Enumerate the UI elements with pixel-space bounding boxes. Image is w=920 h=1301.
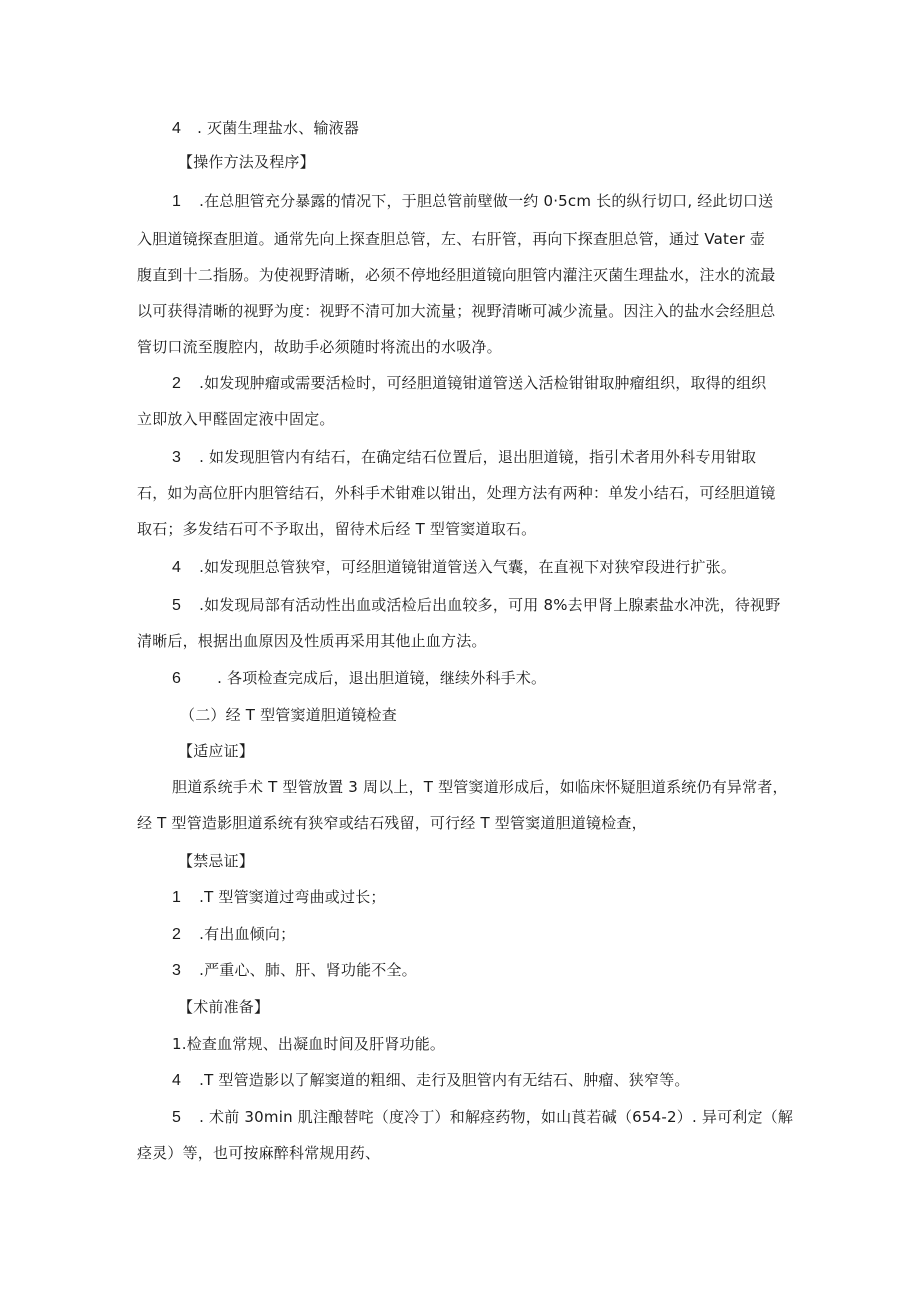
paragraph-line: 1.检查血常规、出凝血时间及肝肾功能。 [172, 1035, 446, 1053]
paragraph-line: 经 T 型管造影胆道系统有狭窄或结石残留，可行经 T 型管窦道胆道镜检查， [137, 814, 647, 832]
item-number: 3 [172, 449, 182, 466]
item-number: 4 [172, 120, 182, 137]
list-item [172, 595, 780, 616]
paragraph-line: 腹直到十二指肠。为使视野清晰，必须不停地经胆道镜向胆管内灌注灭菌生理盐水，注水的流最 [137, 266, 776, 284]
item-number: 5 [172, 597, 182, 614]
list-item [172, 557, 736, 578]
list-item [172, 924, 295, 945]
item-text: .T 型管窦道过弯曲或过长； [199, 888, 386, 906]
item-text: .如发现胆总管狭窄，可经胆道镜钳道管送入气囊，在直视下对狭窄段进行扩张。 [199, 558, 737, 576]
item-number: 4 [172, 559, 182, 576]
item-number: 1 [172, 193, 182, 210]
list-item [172, 1070, 690, 1091]
list-item [172, 447, 756, 468]
section-heading-contraindication: 【禁忌证】 [178, 852, 255, 870]
section-heading-preparation: 【术前准备】 [178, 998, 270, 1016]
paragraph-line: 以可获得清晰的视野为度：视野不清可加大流量；视野清晰可减少流量。因注入的盐水会经胆总 [137, 302, 776, 320]
item-number: 2 [172, 375, 182, 392]
item-text: . 灭菌生理盐水、输液器 [197, 119, 360, 137]
paragraph-line: 管切口流至腹腔内，故助手必须随时将流出的水吸净。 [137, 338, 502, 356]
paragraph-line: 石，如为高位肝内胆管结石，外科手术钳难以钳出，处理方法有两种：单发小结石，可经胆道镜 [137, 484, 776, 502]
paragraph-line: 入胆道镜探查胆道。通常先向上探查胆总管，左、右肝管，再向下探查胆总管，通过 Vater 壶 [137, 230, 766, 248]
item-number: 3 [172, 962, 182, 979]
item-text: .如发现局部有活动性出血或活检后出血较多，可用 8%去甲肾上腺素盐水冲洗，待视野 [199, 596, 781, 614]
item-number: 4 [172, 1072, 182, 1089]
section-heading-method: 【操作方法及程序】 [178, 153, 315, 171]
item-number: 6 [172, 670, 182, 687]
paragraph-line: 取石；多发结石可不予取出，留待术后经 T 型管窦道取石。 [137, 520, 537, 538]
paragraph-line: 痉灵）等，也可按麻醉科常规用药、 [137, 1144, 381, 1162]
paragraph-line: 胆道系统手术 T 型管放置 3 周以上，T 型管窦道形成后，如临床怀疑胆道系统仍有异常者， [172, 778, 788, 796]
list-item [172, 1107, 793, 1128]
list-item [172, 668, 546, 689]
item-number: 1 [172, 889, 182, 906]
item-number: 2 [172, 926, 182, 943]
list-item [172, 118, 359, 139]
item-text: .如发现肿瘤或需要活检时，可经胆道镜钳道管送入活检钳钳取肿瘤组织，取得的组织 [199, 374, 767, 392]
list-item [172, 887, 386, 908]
list-item [172, 960, 417, 981]
item-number: 5 [172, 1109, 182, 1126]
item-text: . 如发现胆管内有结石，在确定结石位置后，退出胆道镜，指引术者用外科专用钳取 [199, 448, 757, 466]
list-item [172, 373, 766, 394]
paragraph-line: 立即放入甲醛固定液中固定。 [137, 410, 335, 428]
item-text: .有出血倾向； [199, 925, 296, 943]
item-text: .在总胆管充分暴露的情况下，于胆总管前壁做一约 0·5cm 长的纵行切口, 经此切口送 [199, 192, 774, 210]
section-heading-indication: 【适应证】 [178, 742, 255, 760]
item-text: . 各项检查完成后，退出胆道镜，继续外科手术。 [217, 669, 547, 687]
list-item [172, 191, 773, 212]
paragraph-line: 清晰后，根据出血原因及性质再采用其他止血方法。 [137, 632, 487, 650]
item-text: .T 型管造影以了解窦道的粗细、走行及胆管内有无结石、肿瘤、狭窄等。 [199, 1071, 690, 1089]
item-text: . 术前 30min 肌注酿替咤（度冷丁）和解痉药物，如山莨若碱（654-2）. 异可利定（解 [199, 1108, 794, 1126]
item-text: .严重心、肺、肝、肾功能不全。 [199, 961, 417, 979]
section-heading-two: （二）经 T 型管窦道胆道镜检查 [180, 706, 397, 724]
